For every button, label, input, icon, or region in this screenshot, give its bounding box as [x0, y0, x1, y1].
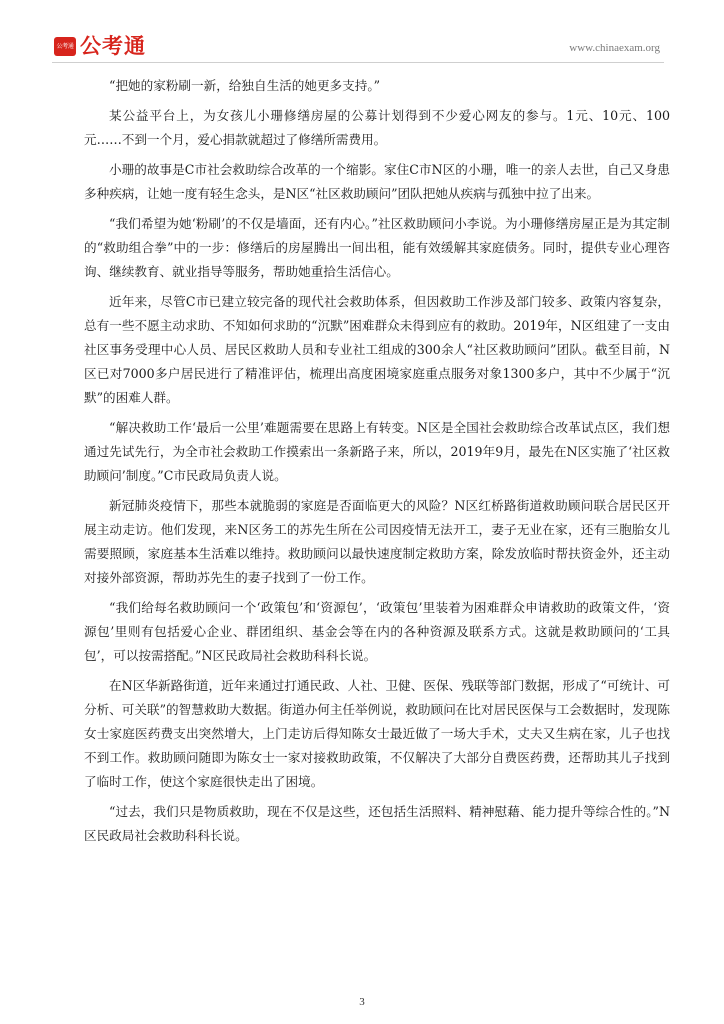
- paragraph-5: 近年来，尽管C市已建立较完备的现代社会救助体系，但因救助工作涉及部门较多、政策内容复杂，总有一些不愿主动求助、不知如何求助的“沉默”困难群众未得到应有的救助。2019年，N区组建了一支由社区事务受理中心人员、居民区救助人员和专业社工组成的300余人“社区救助顾问”团队。截至目前，N区已对7000多户居民进行了精准评估，梳理出高度困境家庭重点服务对象1300多户，其中不少属于“沉默”的困难人群。: [84, 294, 670, 405]
- header-divider: [52, 62, 664, 63]
- site-url[interactable]: www.chinaexam.org: [569, 42, 660, 54]
- page-header: [54, 30, 662, 62]
- paragraph-6: “解决救助工作‘最后一公里’难题需要在思路上有转变。N区是全国社会救助综合改革试点区，我们想通过先试先行，为全市社会救助工作摸索出一条新路子来，所以，2019年9月，最先在N区实施了‘社区救助顾问’制度。”C市民政局负责人说。: [84, 420, 670, 483]
- paragraph-4: “我们希望为她‘粉刷’的不仅是墙面，还有内心。”社区救助顾问小李说。为小珊修缮房屋正是为其定制的“救助组合拳”中的一步：修缮后的房屋腾出一间出租，能有效缓解其家庭债务。同时，提供专业心理咨询、继续教育、就业指导等服务，帮助她重拾生活信心。: [84, 216, 670, 279]
- page-number: 3: [359, 996, 365, 1008]
- paragraph-2: 某公益平台上，为女孩儿小珊修缮房屋的公募计划得到不少爱心网友的参与。1元、10元、100元……不到一个月，爱心捐款就超过了修缮所需费用。: [84, 108, 670, 147]
- paragraph-10: “过去，我们只是物质救助，现在不仅是这些，还包括生活照料、精神慰藉、能力提升等综合性的。”N区民政局社会救助科科长说。: [84, 804, 670, 843]
- paragraph-1: “把她的家粉刷一新，给独自生活的她更多支持。”: [109, 78, 381, 93]
- paragraph-7: 新冠肺炎疫情下，那些本就脆弱的家庭是否面临更大的风险？N区红桥路街道救助顾问联合居民区开展主动走访。他们发现，来N区务工的苏先生所在公司因疫情无法开工，妻子无业在家，还有三胞胎女儿需要照顾，家庭基本生活难以维持。救助顾问以最快速度制定救助方案，除发放临时帮扶资金外，还主动对接外部资源，帮助苏先生的妻子找到了一份工作。: [84, 498, 670, 585]
- paragraph-9: 在N区华新路街道，近年来通过打通民政、人社、卫健、医保、残联等部门数据，形成了“可统计、可分析、可关联”的智慧救助大数据。街道办何主任举例说，救助顾问在比对居民医保与工会数据时，发现陈女士家庭医药费支出突然增大，上门走访后得知陈女士最近做了一场大手术，丈夫又生病在家，儿子也找不到工作。救助顾问随即为陈女士一家对接救助政策，不仅解决了大部分自费医药费，还帮助其儿子找到了临时工作，使这个家庭很快走出了困境。: [84, 678, 670, 789]
- logo-text: 公考通: [80, 34, 146, 58]
- logo-badge: 公考通: [54, 37, 76, 56]
- paragraph-8: “我们给每名救助顾问一个‘政策包’和‘资源包’，‘政策包’里装着为困难群众申请救助的政策文件，‘资源包’里则有包括爱心企业、群团组织、基金会等在内的各种资源及联系方式。这就是救助顾问的‘工具包’，可以按需搭配。”N区民政局社会救助科科长说。: [84, 600, 670, 663]
- article-body: [84, 74, 670, 854]
- paragraph-3: 小珊的故事是C市社会救助综合改革的一个缩影。家住C市N区的小珊，唯一的亲人去世，自己又身患多种疾病，让她一度有轻生念头，是N区“社区救助顾问”团队把她从疾病与孤独中拉了出来。: [84, 162, 670, 201]
